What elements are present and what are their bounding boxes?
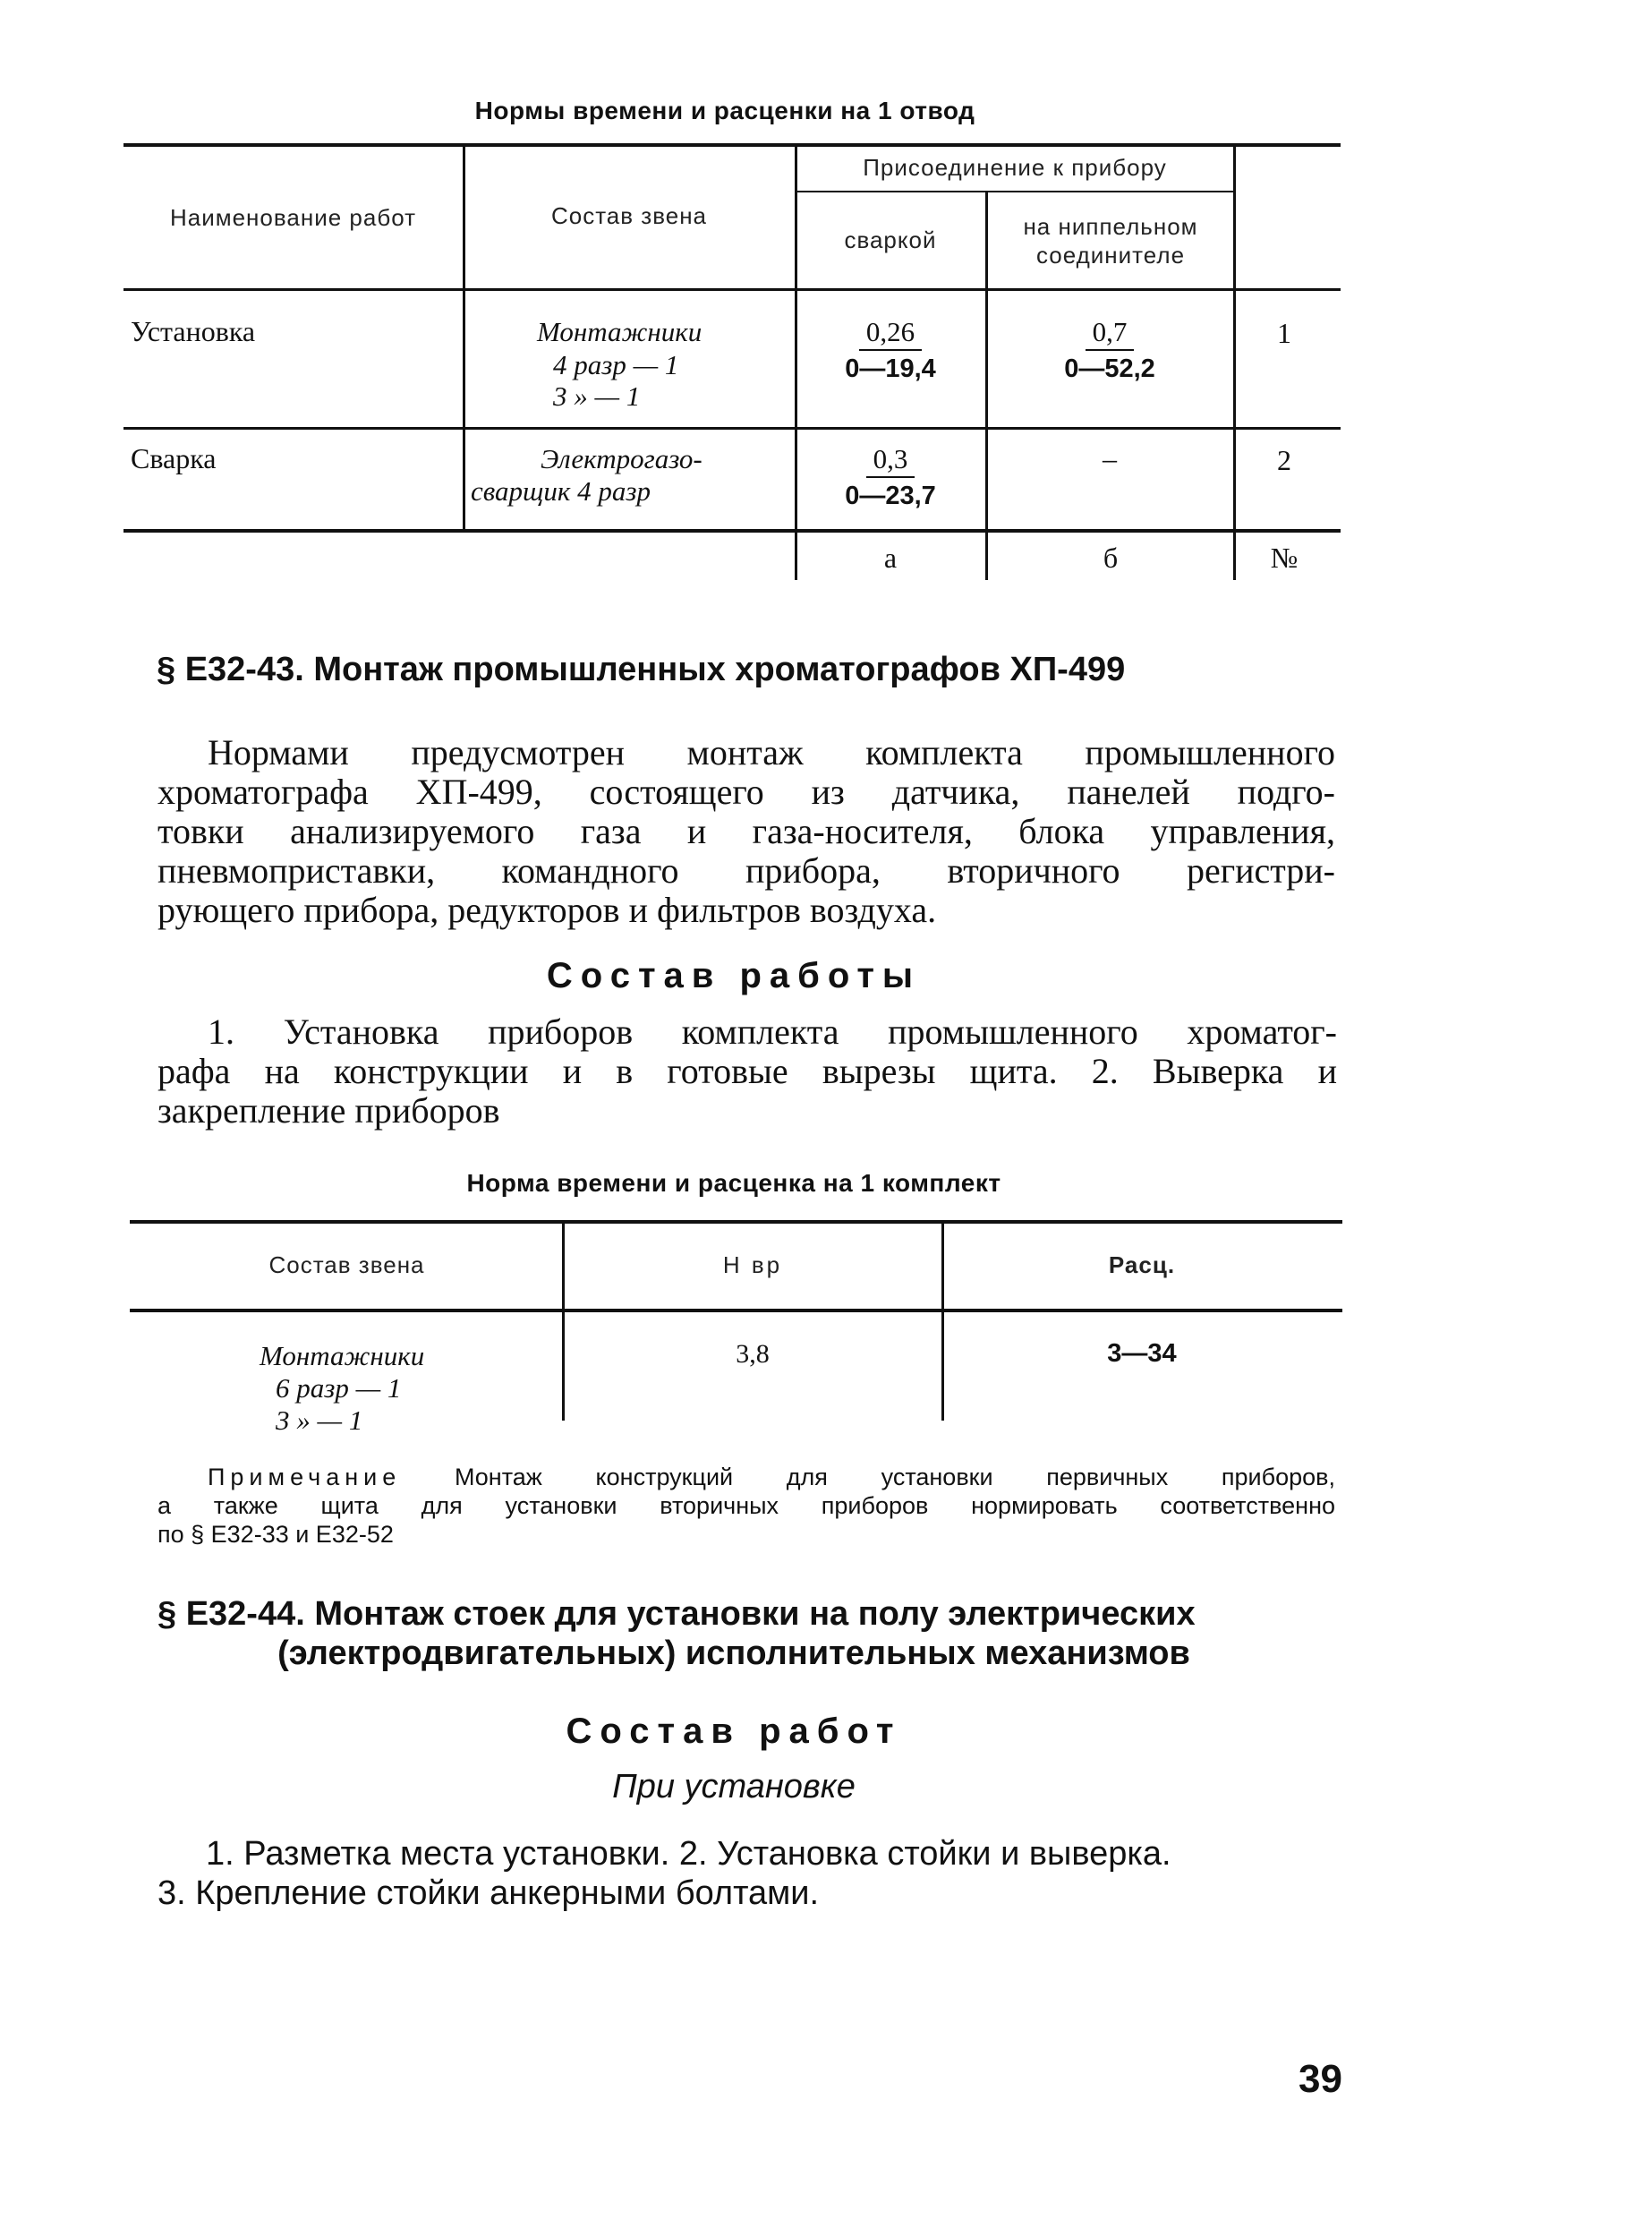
row2-a-norm: 0,3 <box>866 442 915 478</box>
row2-fraction-a <box>805 442 975 514</box>
table2-col-divider-1 <box>562 1222 565 1421</box>
note-text-1: Монтаж конструкций для установки первичных приборов, <box>454 1464 1335 1490</box>
table2-crew-line3: 3 » — 1 <box>276 1404 363 1436</box>
table1-header-rule <box>123 288 1341 291</box>
table2-top-rule <box>130 1220 1342 1224</box>
section43-para-line1: Нормами предусмотрен монтаж комплекта промышленного <box>208 732 1335 773</box>
row1-crew-line2: 4 разр — 1 <box>553 349 679 380</box>
row1-b-rate: 0—52,2 <box>1064 354 1155 383</box>
section43-work-title: Состав работы <box>546 956 922 995</box>
table1-header-group: Присоединение к прибору <box>863 154 1167 181</box>
table1-header-name: Наименование работ <box>169 204 417 231</box>
page-number: 39 <box>1299 2057 1342 2101</box>
row2-a-rate: 0—23,7 <box>845 482 936 510</box>
table2-header-rule <box>130 1309 1342 1312</box>
table1-header-crew: Состав звена <box>550 202 708 229</box>
table2-header-norm: Н вр <box>722 1251 783 1278</box>
section43-work-line3: закрепление приборов <box>158 1090 500 1131</box>
section43-heading: § Е32-43. Монтаж промышленных хроматографов ХП-499 <box>157 651 1126 688</box>
table1-bottom-rule <box>123 529 1341 533</box>
table1-group-rule <box>795 191 1235 192</box>
table2-crew-line2: 6 разр — 1 <box>276 1372 402 1404</box>
row1-a-norm: 0,26 <box>859 315 922 351</box>
section44-step-line1: 1. Разметка места установки. 2. Установка стойки и выверка. <box>206 1835 1171 1873</box>
section44-step-line2: 3. Крепление стойки анкерными болтами. <box>158 1874 820 1912</box>
section43-para-line2: хроматографа ХП-499, состоящего из датчика, панелей подго- <box>158 772 1335 812</box>
table1-header-weld: сваркой <box>844 226 937 253</box>
table1-header-nipple-line2: соединителе <box>1035 242 1186 269</box>
row1-a-rate: 0—19,4 <box>845 354 936 383</box>
table2-crew-title: Монтажники <box>260 1340 425 1371</box>
section44-heading-line2: (электродвигательных) исполнительных механизмов <box>277 1635 1190 1672</box>
row2-work-name: Сварка <box>131 442 217 474</box>
row2-crew-title: Электрогазо- <box>541 443 703 474</box>
row2-number: 2 <box>1277 444 1291 476</box>
table2-header-rate: Расц. <box>1108 1251 1176 1278</box>
table1-col-divider-2 <box>795 145 797 580</box>
table1-top-rule <box>123 143 1341 147</box>
table2-col-divider-2 <box>941 1222 944 1421</box>
row1-crew-title: Монтажники <box>537 316 703 347</box>
section43-para-line4: пневмоприставки, командного прибора, вторичного регистри- <box>158 850 1335 891</box>
table1-footer-b: б <box>1103 542 1119 574</box>
section43-work-line2: рафа на конструкции и в готовые вырезы щита. 2. Выверка и <box>158 1051 1337 1091</box>
table2-rate-value: 3—34 <box>1107 1339 1177 1368</box>
note-line1 <box>208 1463 1335 1492</box>
section44-heading-line1: § Е32-44. Монтаж стоек для установки на полу электрических <box>158 1595 1196 1633</box>
row1-fraction-b <box>1020 315 1199 387</box>
table1-footer-no: № <box>1270 542 1299 574</box>
row1-number: 1 <box>1277 317 1291 349</box>
table1-col-divider-4 <box>1233 145 1236 580</box>
section43-para-line3: товки анализируемого газа и газа-носителя, блока управления, <box>158 811 1335 851</box>
section44-subtitle: При установке <box>612 1768 856 1805</box>
row2-b-dash: – <box>1103 442 1117 474</box>
table1-header-nipple-line1: на ниппельном <box>1023 213 1198 240</box>
section43-para-line5: рующего прибора, редукторов и фильтров воздуха. <box>158 890 937 930</box>
note-lead: Примечание <box>208 1464 402 1490</box>
table2-norm-value: 3,8 <box>736 1339 770 1369</box>
row2-crew-line2: сварщик 4 разр <box>471 475 651 507</box>
table1-row-rule <box>123 427 1341 430</box>
row1-fraction-a <box>805 315 975 387</box>
row1-work-name: Установка <box>131 315 256 347</box>
section43-work-line1: 1. Установка приборов комплекта промышленного хроматог- <box>208 1012 1337 1052</box>
row1-b-norm: 0,7 <box>1086 315 1135 351</box>
table2-header-crew: Состав звена <box>268 1251 425 1278</box>
table2-caption: Норма времени и расценка на 1 комплект <box>466 1169 1001 1197</box>
note-line2: а также щита для установки вторичных приборов нормировать соответственно <box>158 1492 1335 1519</box>
row1-crew-line3: 3 » — 1 <box>553 380 641 412</box>
section44-work-title: Состав работ <box>566 1712 902 1751</box>
note-line3: по § Е32-33 и Е32-52 <box>158 1521 394 1548</box>
table1-caption: Нормы времени и расценки на 1 отвод <box>474 97 975 124</box>
table1-footer-a: а <box>883 542 898 574</box>
